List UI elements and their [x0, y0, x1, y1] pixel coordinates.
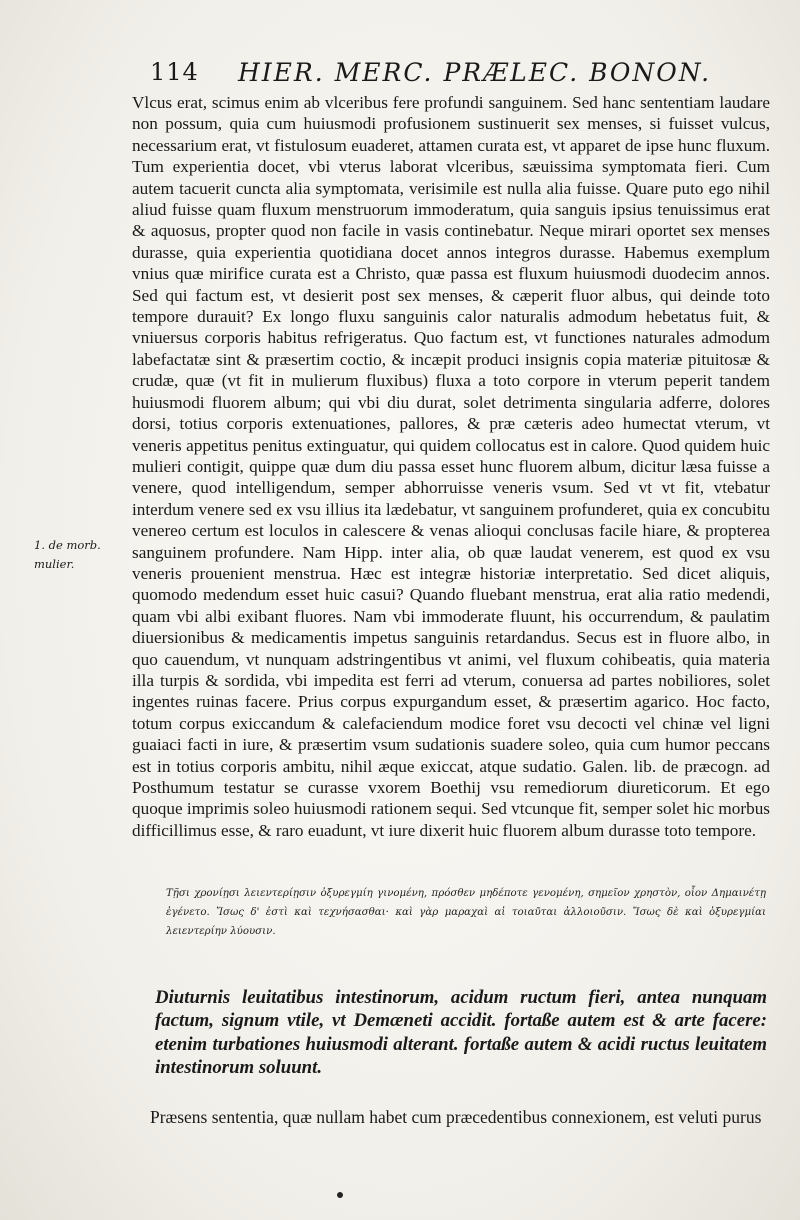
running-head: HIER. MERC. PRÆLEC. BONON.	[238, 58, 712, 87]
latin-aphorism: Diuturnis leuitatibus intestinorum, acidum ructum fieri, antea nunquam factum, signum vtile, vt Demæneti accidit. fortaße autem est & arte facere: etenim turbationes huiusmodi alterant. fortaße autem & acidi ructus leuitatem intestinorum soluunt.	[155, 987, 767, 1079]
page-number: 114	[150, 58, 199, 86]
signature-dot	[337, 1192, 343, 1198]
page-header	[150, 58, 710, 88]
body-text	[132, 92, 770, 841]
greek-aphorism: Τῇσι χρονίῃσι λειεντερίῃσιν ὀξυρεγμίη γινομένη, πρόσθεν μηδέποτε γενομένη, σημεῖον χρηστὸν, οἷον Δημαινέτῃ ἐγένετο. Ἴσως δ' ἐστὶ καὶ τεχνήσασθαι· καὶ γὰρ μαραχαὶ αἱ τοιαῦται ἀλλοιοῦσιν. Ἴσως δὲ καὶ ὀξυρεγμίαι λειεντερίην λύουσιν.	[166, 888, 766, 937]
body-paragraph: Vlcus erat, scimus enim ab vlceribus fere profundi sanguinem. Sed hanc sententiam laudare non possum, quia cum huiusmodi profusionem sustinuerit sex menses, si fuisset vulcus, necessarium erat, vt fistulosum euaderet, attamen curata est, vt apparet de ipse hunc fluxum. Tum experientia docet, vbi vterus laborat vlceribus, sæuissima symptomata fieri. Cum autem tacuerit cuncta alia symptomata, verisimile est nulla alia fuisse. Quare puto ego nihil aliud fuisse quam fluxum menstruorum immoderatum, quia sanguis ipsius tenuissimus erat & aquosus, propter quod non facile in vasis continebatur. Neque mirari oportet sex menses durasse, quia experientia quotidiana docet annos integros durasse. Habemus exemplum vnius quæ mirifice curata est a Christo, quæ passa est fluxum huiusmodi duodecim annos. Sed qui factum est, vt desierit post sex menses, & cæperit fluor albus, qui deinde toto tempore durauit? Ex longo fluxu sanguinis calor naturalis admodum hebetatus fuit, & vniuersus corporis habitus refrigeratus. Quo factum est, vt functiones naturales admodum labefactatæ sint & præsertim coctio, & incæpit produci insignis copia materiæ pituitosæ & crudæ, quæ (vt fit in mulierum fluxibus) fluxa a toto corpore in vterum peperit tandem huiusmodi fluorem album; qui vbi diu durat, solet detrimenta singularia adferre, dolores dorsi, totius corporis extenuationes, pallores, & præ cæteris adeo humectat vterum, vt veneris appetitus penitus extinguatur, qui quidem collocatus est in calore. Quod quidem huic mulieri contigit, quippe quæ dum diu passa esset hunc fluorem album, dicitur læsa fuisse a venere, quod intelligendum, semper abhorruisse veneris vsum. Sed vt vt fit, vtebatur interdum venere sed ex vsu illius ita lædebatur, vt sanguinem profunderet, quia ex concubitu venereo certum est loculos in calescere & venas alioqui conclusas facile hiare, & propterea sanguinem profundere. Nam Hipp. inter alia, ob quæ laudat venerem, est quod ex vsu veneris prouenient menstrua. Hæc est integræ historiæ interpretatio. Sed dicet aliquis, quomodo medendum esset huic casui? Quando fluebant menstrua, erat alia ratio medendi, quam vbi albi exibant fluores. Nam vbi immoderate fluunt, his occurrendum, & paulatim diuersionibus & medicamentis impetus sanguinis retardandus. Secus est in fluore albo, in quo cauendum, vt nunquam adstringentibus vt animi, vel fluxum cohibeatis, quia materia illa turpis & sordida, vbi impedita est ferri ad vterum, conuersa ad partes nobiliores, solet ingentes ruinas facere. Prius corpus expurgandum esset, & præsertim agarico. Hoc facto, totum corpus exiccandum & calefaciendum modice foret vsu decocti vel chinæ vel ligni guaiaci facti in iure, & præsertim vsum sudationis suadere soleo, quia cum humor peccans est in totius corporis ambitu, nihil æque exiccat, atque sudatio. Galen. lib. de præcogn. ad Posthumum testatur se curasse vxorem Boethij vsu remediorum diureticorum. Et ego quoque imprimis soleo huiusmodi rationem sequi. Sed vtcunque fit, semper solet hic morbus difficillimus esse, & raro euadunt, vt iure dixerit huic fluorem album durasse toto tempore.	[132, 93, 770, 840]
margin-note: 1. de morb. mulier.	[34, 538, 101, 571]
commentary-text: Præsens sententia, quæ nullam habet cum præcedentibus connexionem, est veluti purus	[150, 1107, 762, 1127]
